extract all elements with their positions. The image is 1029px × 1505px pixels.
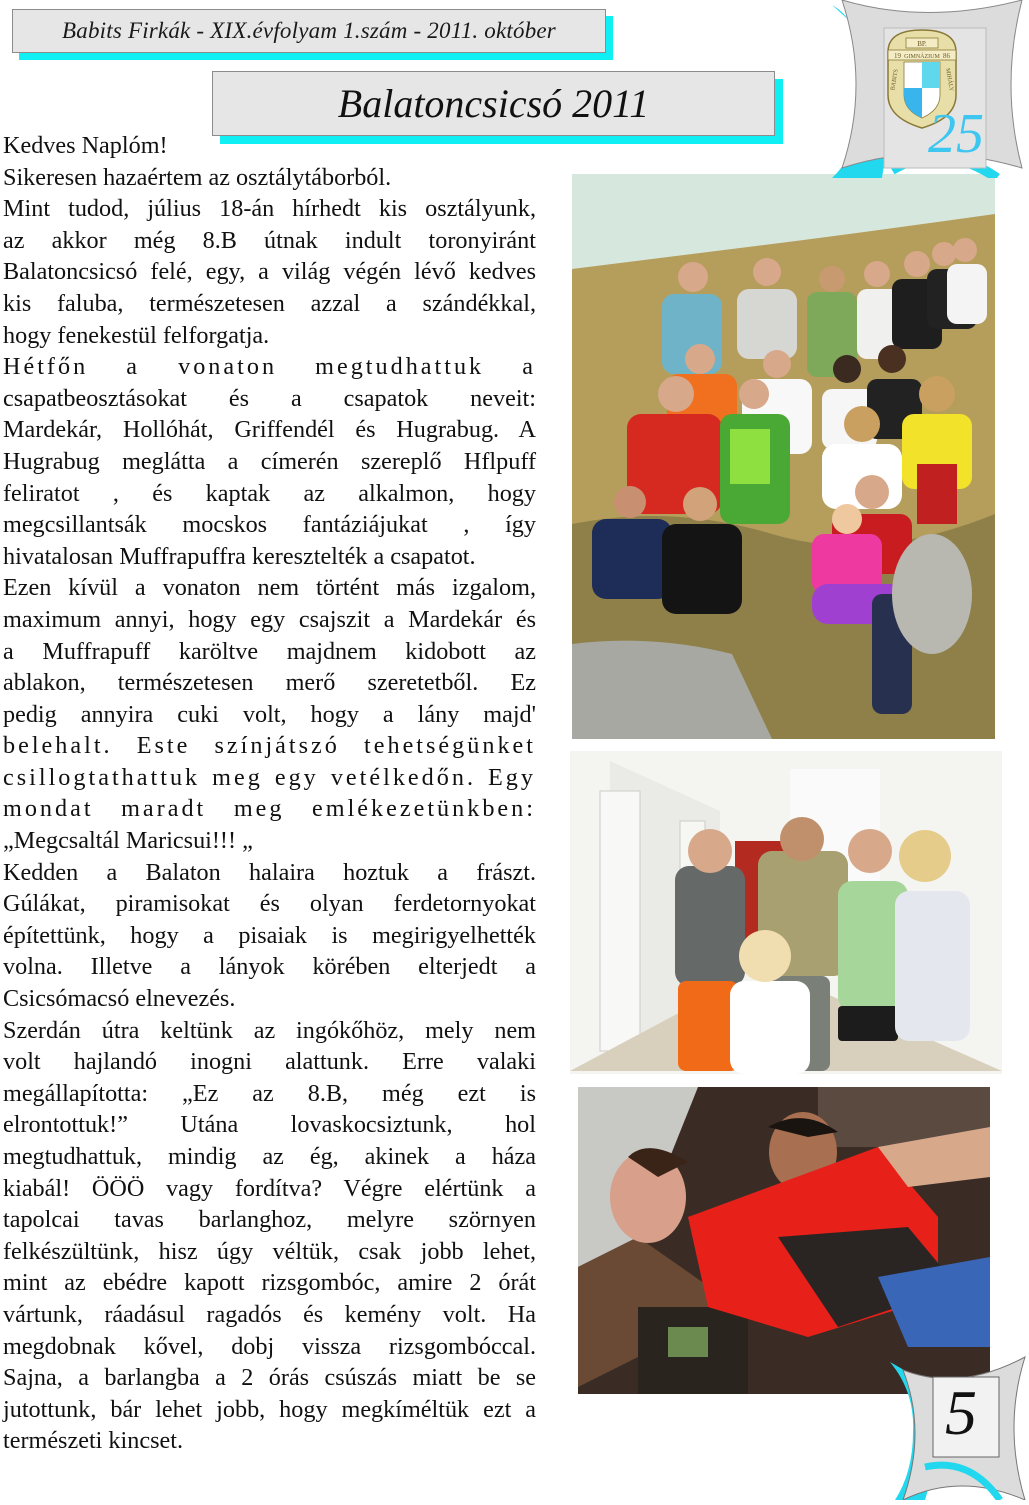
article-title-box [212,71,775,136]
article-line: a Muffrapuff karöltve majdnem kidobott az [3,637,536,665]
article-body [3,130,536,1457]
article-line: csillogtathattuk meg egy vetélkedőn. Egy [3,763,536,791]
article-line: jutottunk, bár lehet jobb, hogy megkíméltük ezt a [3,1395,536,1423]
article-line: Hétfőn a vonaton megtudhattuk a [3,353,536,381]
crest-year-left: 19 [894,52,901,60]
article-line: elrontottuk!” Utána lovaskocsiztunk, hol [3,1111,536,1139]
crest-name-left: BABITS [890,68,900,91]
article-line: megdobnak kővel, dobj vissza rizsgombóccal. [3,1332,536,1360]
article-line: természeti kincset. [3,1427,183,1455]
article-line: csapatbeosztásokat és a csapatok neveit: [3,384,536,412]
article-line: volt hajlandó inogni alattunk. Erre valaki [3,1048,536,1076]
article-line: Kedves Naplóm! [3,132,168,159]
article-line: megtudhattuk, mindig az ég, akinek a háza [3,1143,536,1170]
article-line: hogy fenekestül felforgatja. [3,321,270,349]
train-photo-illustration [578,1087,990,1394]
article-line: tapolcai tavas barlanghoz, melyre szörnyen [3,1206,536,1234]
article-line: volna. Illetve a lányok körében elterjedt a [3,953,536,981]
anniversary-badge [822,0,1029,178]
crest-top-label: BP. [917,40,927,48]
article-line: az akkor még 8.B útnak indult toronyiránt [3,226,536,254]
article-line: „Megcsaltál Maricsui!!! „ [3,827,253,855]
article-title: Balatoncsicsó 2011 [337,81,650,126]
article-line: belehalt. Este színjátszó tehetségünket [3,732,536,760]
corridor-photo-illustration [570,751,1002,1074]
crest-school: GIMNÁZIUM [904,54,940,60]
page-number: 5 [945,1377,977,1448]
corridor-photo [570,751,1002,1074]
article-line: Kedden a Balaton halaira hoztuk a frászt. [3,858,536,886]
article-line: Gúlákat, piramisokat és olyan ferdetornyokat [3,890,536,918]
article-line: Balatoncsicsó felé, egy, a világ végén lévő kedves [3,258,536,286]
group-photo-illustration [572,174,995,739]
article-line: Ezen kívül a vonaton nem történt más izgalom, [3,574,536,602]
article-line: Szerdán útra keltünk az ingókőhöz, mely nem [3,1016,536,1044]
article-line: megállapította: „Ez az 8.B, még ezt is [3,1079,536,1107]
article-line: kis faluba, természetesen azzal a szándékkal, [3,289,536,317]
article-line: ablakon, természetesen merő szeretetből. Ez [3,669,536,697]
article-line: Mint tudod, július 18-án hírhedt kis osztályunk, [3,195,536,223]
article-line: Sikeresen hazaértem az osztálytáborból. [3,163,392,191]
article-line: hivatalosan Muffrapuffra keresztelték a csapatot. [3,542,476,570]
anniversary-number: 25 [928,103,984,165]
article-line: felkészültünk, hisz úgy véltük, csak jobb lehet, [3,1237,536,1265]
train-photo [578,1087,990,1394]
article-line: mondat maradt meg emlékezetünkben: [3,795,536,823]
running-header [12,9,606,53]
article-line: Mardekár, Hollóhát, Griffendél és Hugrabug. A [3,416,536,444]
article-line: kiabál! ÖÖÖ vagy fordítva? Végre elértünk a [3,1174,536,1202]
article-line: vártunk, ráadásul ragadós és kemény volt. Ha [3,1300,536,1328]
group-photo-hillside [572,174,995,739]
article-line: mint az ebédre kapott rizsgombóc, amire 2 órát [3,1269,536,1297]
article-line: építettünk, hogy a pisaiak is megirigyelhették [3,921,536,949]
article-line: Hugrabug meglátta a címerén szereplő Hflpuff [3,447,536,475]
running-header-text: Babits Firkák - XIX.évfolyam 1.szám - 2011. október [62,18,556,43]
article-line: pedig annyira cuki volt, hogy a lány majd' [3,700,536,728]
article-line: Csicsómacsó elnevezés. [3,985,236,1013]
article-line: Sajna, a barlangba a 2 órás csúszás miatt be se [3,1364,536,1392]
crest-name-right: MIHÁLY [943,67,954,92]
article-line: megcsillantsák mocskos fantáziájukat , így [3,511,536,539]
article-line: maximum annyi, hogy egy csajszit a Mardekár és [3,605,536,633]
article-line: feliratot , és kaptak az alkalmon, hogy [3,479,536,507]
crest-year-right: 86 [943,52,950,60]
